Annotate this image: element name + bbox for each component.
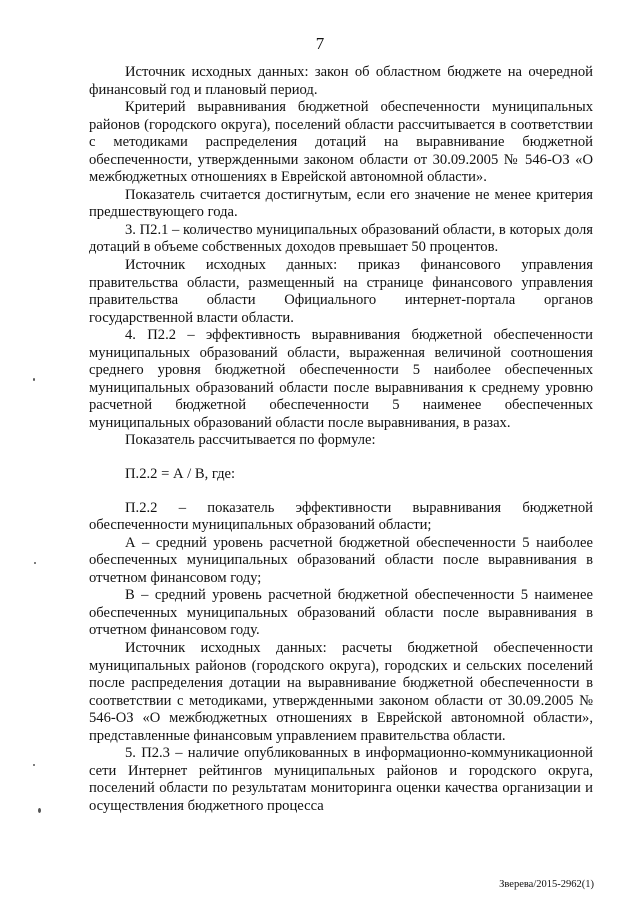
scan-speck [33,378,35,381]
paragraph-achievement-condition: Показатель считается достигнутым, если его значение не менее критерия предшествующего года. [89,186,593,221]
definition-a: А – средний уровень расчетной бюджетной обеспеченности 5 наиболее обеспеченных муниципальных образований области после выравнивания в отчетном финансовом году; [89,534,593,586]
scan-speck [33,764,35,766]
paragraph-source-calculations: Источник исходных данных: расчеты бюджетной обеспеченности муниципальных районов (городского округа), городских и сельских поселений после распределения дотации на выравнивание бюджетной обеспеченности в соответствии с методиками, утвержденными законом области от 30.09.2005 № 546-ОЗ «О межбюджетных отношениях в Еврейской автономной области», представленные финансовым управлением правительства области. [89,639,593,744]
paragraph-source-law: Источник исходных данных: закон об областном бюджете на очередной финансовый год и плановый период. [89,64,593,98]
scan-speck [34,562,36,564]
definition-b: В – средний уровень расчетной бюджетной обеспеченности 5 наименее обеспеченных муниципальных образований области после выравнивания в отчетном финансовом году. [89,587,593,639]
paragraph-equalization-criterion: Критерий выравнивания бюджетной обеспеченности муниципальных районов (городского округа), поселений области рассчитывается в соответствии с методиками распределения дотаций на выравнивание бюджетной обеспеченности, утвержденными законом области от 30.09.2005 № 546-ОЗ «О межбюджетных отношениях в Еврейской автономной области». [89,99,593,186]
formula: П.2.2 = А / В, где: [125,466,236,483]
paragraph-formula-intro: Показатель рассчитывается по формуле: [125,432,376,449]
paragraph-indicator-p2-3: 5. П2.3 – наличие опубликованных в информационно-коммуникационной сети Интернет рейтингов муниципальных районов и городского округа, поселений области по результатам мониторинга оценки качества организации и осуществления бюджетного процесса [89,745,593,814]
document-footer-code: Зверева/2015-2962(1) [499,879,594,890]
paragraph-indicator-p2-1: 3. П2.1 – количество муниципальных образований области, в которых доля дотаций в объеме собственных доходов превышает 50 процентов. [89,221,593,256]
scan-speck [38,808,41,813]
paragraph-indicator-p2-2: 4. П2.2 – эффективность выравнивания бюджетной обеспеченности муниципальных образований области, выраженная величиной соотношения среднего уровня бюджетной обеспеченности 5 наиболее обеспеченных муниципальных образований области после выравнивания к среднему уровню расчетной бюджетной обеспеченности 5 наименее обеспеченных муниципальных образований области после выравнивания, в разах. [89,327,593,431]
document-body [89,64,593,815]
definition-p2-2: П.2.2 – показатель эффективности выравнивания бюджетной обеспеченности муниципальных образований области; [89,499,593,534]
paragraph-source-order: Источник исходных данных: приказ финансового управления правительства области, размещенный на странице финансового управления правительства области Официального интернет-портала органов государственной власти области. [89,257,593,326]
page-number: 7 [315,34,325,53]
